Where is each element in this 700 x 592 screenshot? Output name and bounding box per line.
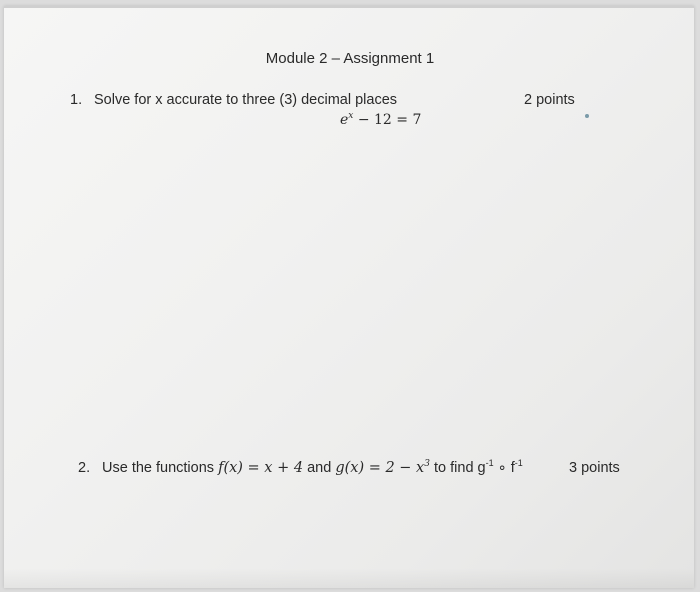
question-2-and: and — [303, 460, 336, 476]
f-inverse-exponent: -1 — [514, 458, 523, 468]
question-1-number: 1. — [70, 92, 83, 108]
function-g-definition: g(x) = 2 − x — [335, 460, 425, 476]
equation-exponent: x — [348, 111, 354, 121]
question-1-text: Solve for x accurate to three (3) decimal places — [94, 92, 398, 108]
paper-shadow — [4, 568, 694, 588]
function-g-exponent: 3 — [424, 459, 430, 469]
assignment-title: Module 2 – Assignment 1 — [265, 50, 435, 67]
question-2 — [78, 460, 523, 476]
question-2-text-after: to find g — [429, 460, 486, 476]
question-2-text-before: Use the functions — [102, 460, 219, 476]
function-f-definition: f(x) = x + 4 — [218, 460, 304, 476]
g-inverse-exponent: -1 — [485, 458, 494, 468]
question-1 — [70, 92, 397, 108]
composition-f: ∘ f — [493, 460, 515, 476]
ink-dot — [585, 114, 589, 118]
equation-rest: − 12 = 7 — [353, 112, 422, 128]
equation-base: e — [340, 112, 349, 128]
question-2-points: 3 points — [569, 460, 620, 476]
question-2-number: 2. — [78, 460, 91, 476]
question-1-equation — [340, 112, 421, 128]
question-1-points: 2 points — [524, 92, 575, 108]
